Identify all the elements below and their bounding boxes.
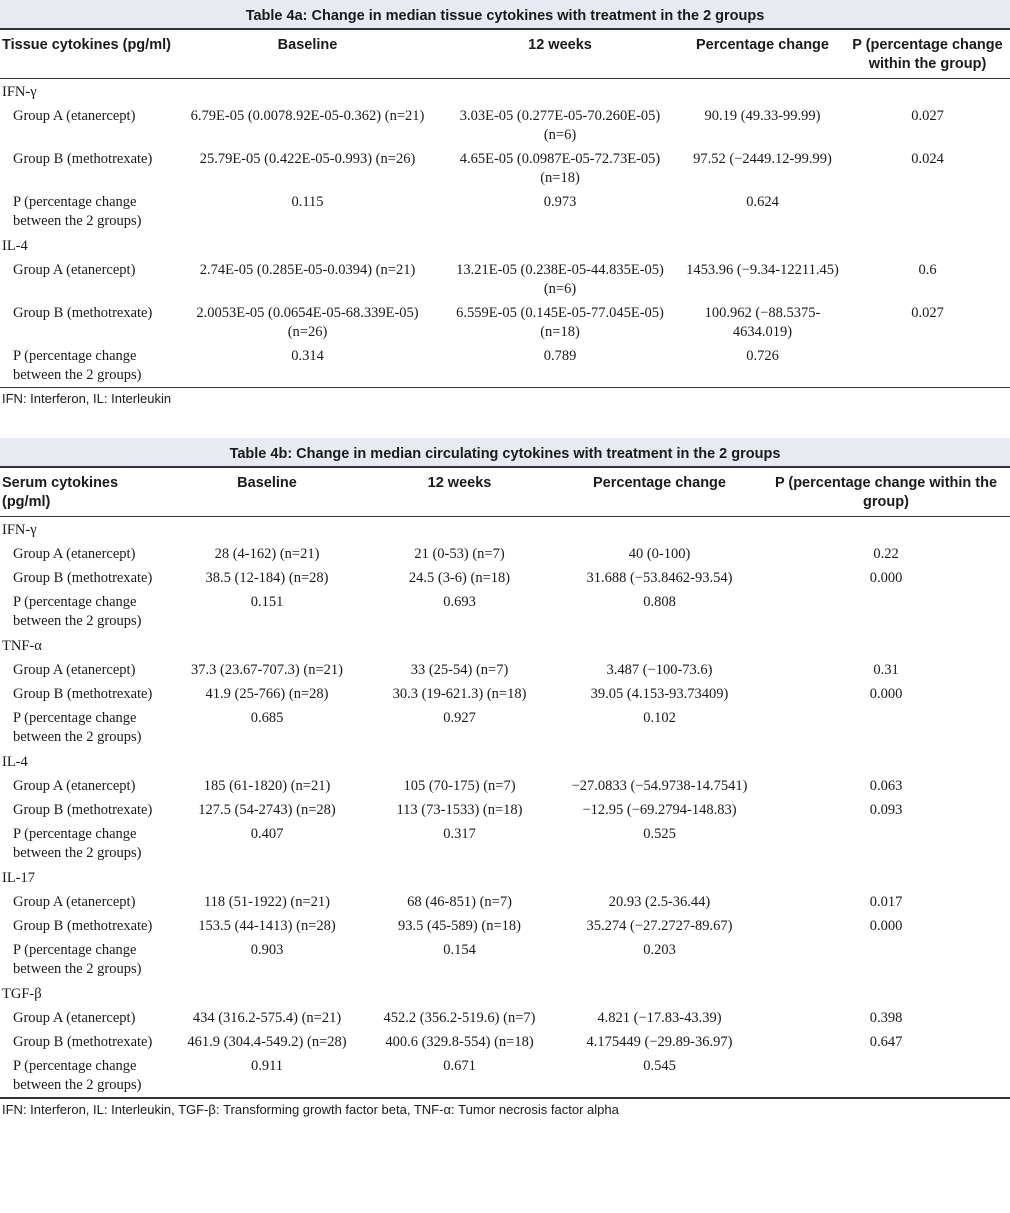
table-row [0,258,1010,301]
table-4a [0,0,1010,410]
group-row [0,517,1010,543]
week12-cell: 13.21E-05 (0.238E-05-44.835E-05) (n=6) [456,262,664,297]
table-row [0,1054,1010,1098]
table-4b-grid [0,468,1010,1098]
p-value-cell: 0.000 [869,686,903,702]
cytokine-group-label: IFN-γ [2,522,37,538]
p-value-cell: 0.647 [869,1034,903,1050]
table-row [0,590,1010,633]
week12-cell: 0.693 [443,594,476,610]
baseline-cell: 0.314 [175,344,440,388]
table-row [0,822,1010,865]
baseline-cell: 118 (51-1922) (n=21) [203,894,331,910]
week12-cell: 33 (25-54) (n=7) [410,662,509,678]
week12-cell: 24.5 (3-6) (n=18) [408,570,511,586]
group-row [0,981,1010,1006]
p-value-cell [762,822,1010,865]
p-value-cell: 0.000 [869,918,903,934]
p-value-cell: 0.063 [869,778,903,794]
row-label: P (percentage change between the 2 groups) [0,1054,172,1098]
percentage-change-cell: 40 (0-100) [628,546,691,562]
column-header: Baseline [172,468,362,517]
row-label: Group B (methotrexate) [13,686,153,702]
table-row [0,890,1010,914]
cytokine-group-label: TNF-α [2,638,42,654]
baseline-cell: 0.115 [291,194,324,210]
row-label: Group A (etanercept) [13,546,136,562]
table-row [0,682,1010,706]
row-label: P (percentage change between the 2 groups) [13,194,142,229]
table-row [0,914,1010,938]
baseline-cell: 434 (316.2-575.4) (n=21) [192,1010,342,1026]
week12-cell: 68 (46-851) (n=7) [407,894,512,910]
week12-cell: 0.789 [440,344,680,388]
cytokine-group-label: IL-4 [2,238,28,254]
p-value-cell: 0.22 [873,546,899,562]
week12-cell: 0.973 [543,194,577,210]
row-label: P (percentage change between the 2 groups) [13,826,142,861]
p-value-cell [845,344,1010,388]
baseline-cell: 2.0053E-05 (0.0654E-05-68.339E-05) (n=26) [196,305,419,340]
table-row [0,774,1010,798]
baseline-cell: 0.903 [250,942,284,958]
baseline-cell: 41.9 (25-766) (n=28) [205,686,329,702]
table-row [0,147,1010,190]
p-value-cell: 0.398 [869,1010,903,1026]
week12-cell: 0.154 [443,942,476,958]
group-row [0,233,1010,258]
table-row [0,104,1010,147]
row-label: Group B (methotrexate) [13,305,153,321]
row-label: Group B (methotrexate) [13,802,153,818]
week12-cell: 21 (0-53) (n=7) [414,546,505,562]
percentage-change-cell: 0.102 [643,710,676,726]
table-4a-body [0,79,1010,388]
table-row [0,658,1010,682]
table-4b-footnote: IFN: Interferon, IL: Interleukin, TGF-β: Transforming growth factor beta, TNF-α: Tumor necrosis factor alpha [0,1098,1010,1121]
column-header: P (percentage change within the group) [762,468,1010,517]
percentage-change-cell: 0.726 [680,344,845,388]
percentage-change-cell: 0.203 [643,942,676,958]
column-header: 12 weeks [440,30,680,79]
row-label: P (percentage change between the 2 groups) [13,594,142,629]
table-row [0,542,1010,566]
column-header: Baseline [175,30,440,79]
row-label: Group B (methotrexate) [13,918,153,934]
row-label: Group B (methotrexate) [13,570,153,586]
week12-cell: 0.317 [443,826,476,842]
table-row [0,798,1010,822]
p-value-cell [762,706,1010,749]
table-4a-caption: Table 4a: Change in median tissue cytokines with treatment in the 2 groups [0,0,1010,30]
baseline-cell: 37.3 (23.67-707.3) (n=21) [191,662,343,678]
baseline-cell: 38.5 (12-184) (n=28) [205,570,329,586]
table-row [0,1030,1010,1054]
week12-cell: 105 (70-175) (n=7) [403,778,516,794]
week12-cell: 4.65E-05 (0.0987E-05-72.73E-05) (n=18) [459,151,661,186]
group-row [0,79,1010,105]
row-label: Group A (etanercept) [13,108,136,124]
percentage-change-cell: 1453.96 (−9.34-12211.45) [686,262,839,278]
table-4b-body [0,517,1010,1098]
column-header: Tissue cytokines (pg/ml) [0,30,175,79]
column-header: 12 weeks [362,468,557,517]
week12-cell: 93.5 (45-589) (n=18) [398,918,521,934]
week12-cell: 30.3 (19-621.3) (n=18) [392,686,527,702]
baseline-cell: 0.685 [250,710,284,726]
percentage-change-cell: 35.274 (−27.2727-89.67) [586,918,733,934]
column-header: Serum cytokines (pg/ml) [0,468,172,517]
percentage-change-cell: 4.821 (−17.83-43.39) [597,1010,722,1026]
p-value-cell: 0.024 [911,151,944,167]
baseline-cell: 153.5 (44-1413) (n=28) [198,918,336,934]
table-row [0,301,1010,344]
p-value-cell: 0.027 [911,305,944,321]
week12-cell: 0.671 [362,1054,557,1098]
percentage-change-cell: 4.175449 (−29.89-36.97) [586,1034,733,1050]
group-row [0,749,1010,774]
percentage-change-cell: 39.05 (4.153-93.73409) [590,686,729,702]
p-value-cell: 0.31 [873,662,899,678]
baseline-cell: 0.151 [250,594,284,610]
percentage-change-cell: 97.52 (−2449.12-99.99) [693,151,832,167]
row-label: Group A (etanercept) [13,1010,136,1026]
percentage-change-cell: −12.95 (−69.2794-148.83) [582,802,737,818]
row-label: Group B (methotrexate) [13,151,153,167]
percentage-change-cell: 0.525 [643,826,676,842]
table-4b [0,438,1010,1121]
week12-cell: 400.6 (329.8-554) (n=18) [385,1034,534,1050]
week12-cell: 0.927 [443,710,476,726]
p-value-cell: 0.000 [869,570,903,586]
row-label: Group A (etanercept) [13,778,136,794]
baseline-cell: 25.79E-05 (0.422E-05-0.993) (n=26) [199,151,416,167]
percentage-change-cell: 20.93 (2.5-36.44) [608,894,711,910]
p-value-cell [762,938,1010,981]
percentage-change-cell: 0.545 [557,1054,762,1098]
p-value-cell [762,590,1010,633]
p-value-cell: 0.093 [869,802,903,818]
table-row [0,344,1010,388]
p-value-cell [845,190,1010,233]
column-header: Percentage change [557,468,762,517]
table-row [0,938,1010,981]
baseline-cell: 0.407 [250,826,284,842]
baseline-cell: 6.79E-05 (0.0078.92E-05-0.362) (n=21) [190,108,425,124]
row-label: Group A (etanercept) [13,894,136,910]
baseline-cell: 0.911 [172,1054,362,1098]
cytokine-group-label: IL-17 [2,870,36,886]
baseline-cell: 461.9 (304.4-549.2) (n=28) [187,1034,347,1050]
group-row [0,865,1010,890]
table-4a-footnote: IFN: Interferon, IL: Interleukin [2,391,172,406]
table-row [0,706,1010,749]
table-row [0,190,1010,233]
p-value-cell: 0.017 [869,894,903,910]
week12-cell: 3.03E-05 (0.277E-05-70.260E-05) (n=6) [459,108,661,143]
table-4a-header-row [0,30,1010,79]
percentage-change-cell: 0.808 [643,594,676,610]
percentage-change-cell: 31.688 (−53.8462-93.54) [586,570,733,586]
p-value-cell: 0.027 [911,108,944,124]
table-row [0,566,1010,590]
table-4b-caption: Table 4b: Change in median circulating cytokines with treatment in the 2 groups [0,438,1010,468]
baseline-cell: 28 (4-162) (n=21) [214,546,320,562]
cytokine-group-label: IFN-γ [2,84,37,100]
week12-cell: 452.2 (356.2-519.6) (n=7) [383,1010,536,1026]
row-label: Group B (methotrexate) [13,1034,153,1050]
cytokine-group-label: IL-4 [2,754,28,770]
column-header: P (percentage change within the group) [845,30,1010,79]
p-value-cell [762,1054,1010,1098]
row-label: P (percentage change between the 2 groups) [0,344,175,388]
cytokine-group-label: TGF-β [2,986,42,1002]
baseline-cell: 185 (61-1820) (n=21) [203,778,331,794]
row-label: P (percentage change between the 2 groups) [13,942,142,977]
percentage-change-cell: −27.0833 (−54.9738-14.7541) [571,778,748,794]
baseline-cell: 127.5 (54-2743) (n=28) [198,802,336,818]
table-row [0,1006,1010,1030]
percentage-change-cell: 0.624 [746,194,779,210]
group-row [0,633,1010,658]
row-label: Group A (etanercept) [13,662,136,678]
percentage-change-cell: 90.19 (49.33-99.99) [704,108,821,124]
table-4a-grid [0,30,1010,388]
column-header: Percentage change [680,30,845,79]
percentage-change-cell: 100.962 (−88.5375-4634.019) [704,305,821,340]
p-value-cell: 0.6 [918,262,937,278]
baseline-cell: 2.74E-05 (0.285E-05-0.0394) (n=21) [199,262,416,278]
row-label: Group A (etanercept) [13,262,136,278]
week12-cell: 113 (73-1533) (n=18) [396,802,523,818]
row-label: P (percentage change between the 2 groups) [13,710,142,745]
table-4b-header-row [0,468,1010,517]
week12-cell: 6.559E-05 (0.145E-05-77.045E-05) (n=18) [456,305,664,340]
percentage-change-cell: 3.487 (−100-73.6) [606,662,713,678]
